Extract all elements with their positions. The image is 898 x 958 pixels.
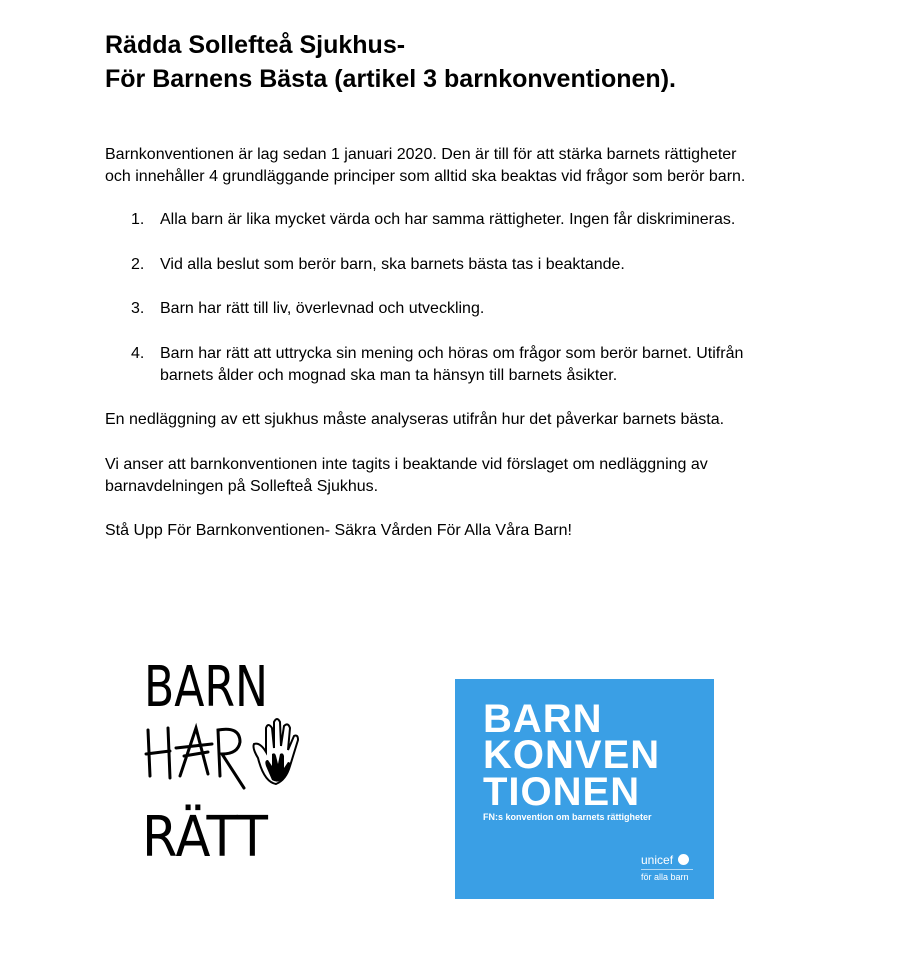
principle-item-4 xyxy=(131,343,811,387)
principle-text: Barn har rätt till liv, överlevnad och utveckling. xyxy=(160,300,485,317)
principle-text: Vid alla beslut som berör barn, ska barnets bästa tas i beaktande. xyxy=(160,256,625,273)
paragraph-opinion xyxy=(105,454,708,498)
intro-paragraph xyxy=(105,144,745,188)
barn-har-ratt-logo xyxy=(140,648,310,868)
intro-line-2: och innehåller 4 grundläggande principer som alltid ska beaktas vid frågor som berör barn. xyxy=(105,168,746,185)
barn-har-ratt-graphic xyxy=(140,648,310,868)
principle-number: 1. xyxy=(131,211,145,228)
principle-item-3 xyxy=(131,298,811,320)
slogan: Stå Upp För Barnkonventionen- Säkra Vården För Alla Våra Barn! xyxy=(105,522,572,539)
principle-number: 2. xyxy=(131,256,145,273)
principle-item-1 xyxy=(131,209,811,231)
logo-word-ratt: RÄTT xyxy=(142,805,269,868)
intro-line-1: Barnkonventionen är lag sedan 1 januari 2020. Den är till för att stärka barnets rättigheter xyxy=(105,146,737,163)
principle-number: 4. xyxy=(131,345,145,362)
principle-text-cont: barnets ålder och mognad ska man ta hänsyn till barnets åsikter. xyxy=(160,367,618,384)
logo-word-har-text: HAR xyxy=(140,648,143,649)
paragraph-closure: En nedläggning av ett sjukhus måste analyseras utifrån hur det påverkar barnets bästa. xyxy=(105,411,725,428)
principle-item-2 xyxy=(131,254,811,276)
logo-word-barn: BARN xyxy=(144,655,268,720)
logo-subtitle: FN:s konvention om barnets rättigheter xyxy=(483,812,652,822)
hands-icon xyxy=(254,719,299,784)
unicef-wordmark: unicef xyxy=(641,853,674,867)
unicef-divider xyxy=(641,869,693,870)
principle-text: Barn har rätt att uttrycka sin mening och höras om frågor som berör barnet. Utifrån xyxy=(160,345,744,362)
principle-number: 3. xyxy=(131,300,145,317)
unicef-brand xyxy=(641,853,689,867)
logo-word-har xyxy=(146,728,244,788)
opinion-line-1: Vi anser att barnkonventionen inte tagits i beaktande vid förslaget om nedläggning av xyxy=(105,456,708,473)
document-title xyxy=(105,28,676,96)
logo-line-tionen: TIONEN xyxy=(483,770,641,814)
title-line-1: Rädda Sollefteå Sjukhus- xyxy=(105,31,406,59)
unicef-globe-icon xyxy=(678,854,689,865)
logo-line-barn: BARN xyxy=(483,697,603,741)
logo-line-konven: KONVEN xyxy=(483,733,661,777)
title-line-2: För Barnens Bästa (artikel 3 barnkonventionen). xyxy=(105,65,676,93)
unicef-barnkonventionen-logo xyxy=(455,679,714,899)
opinion-line-2: barnavdelningen på Sollefteå Sjukhus. xyxy=(105,478,379,495)
unicef-tagline: för alla barn xyxy=(641,872,689,882)
principle-text: Alla barn är lika mycket värda och har samma rättigheter. Ingen får diskrimineras. xyxy=(160,211,736,228)
